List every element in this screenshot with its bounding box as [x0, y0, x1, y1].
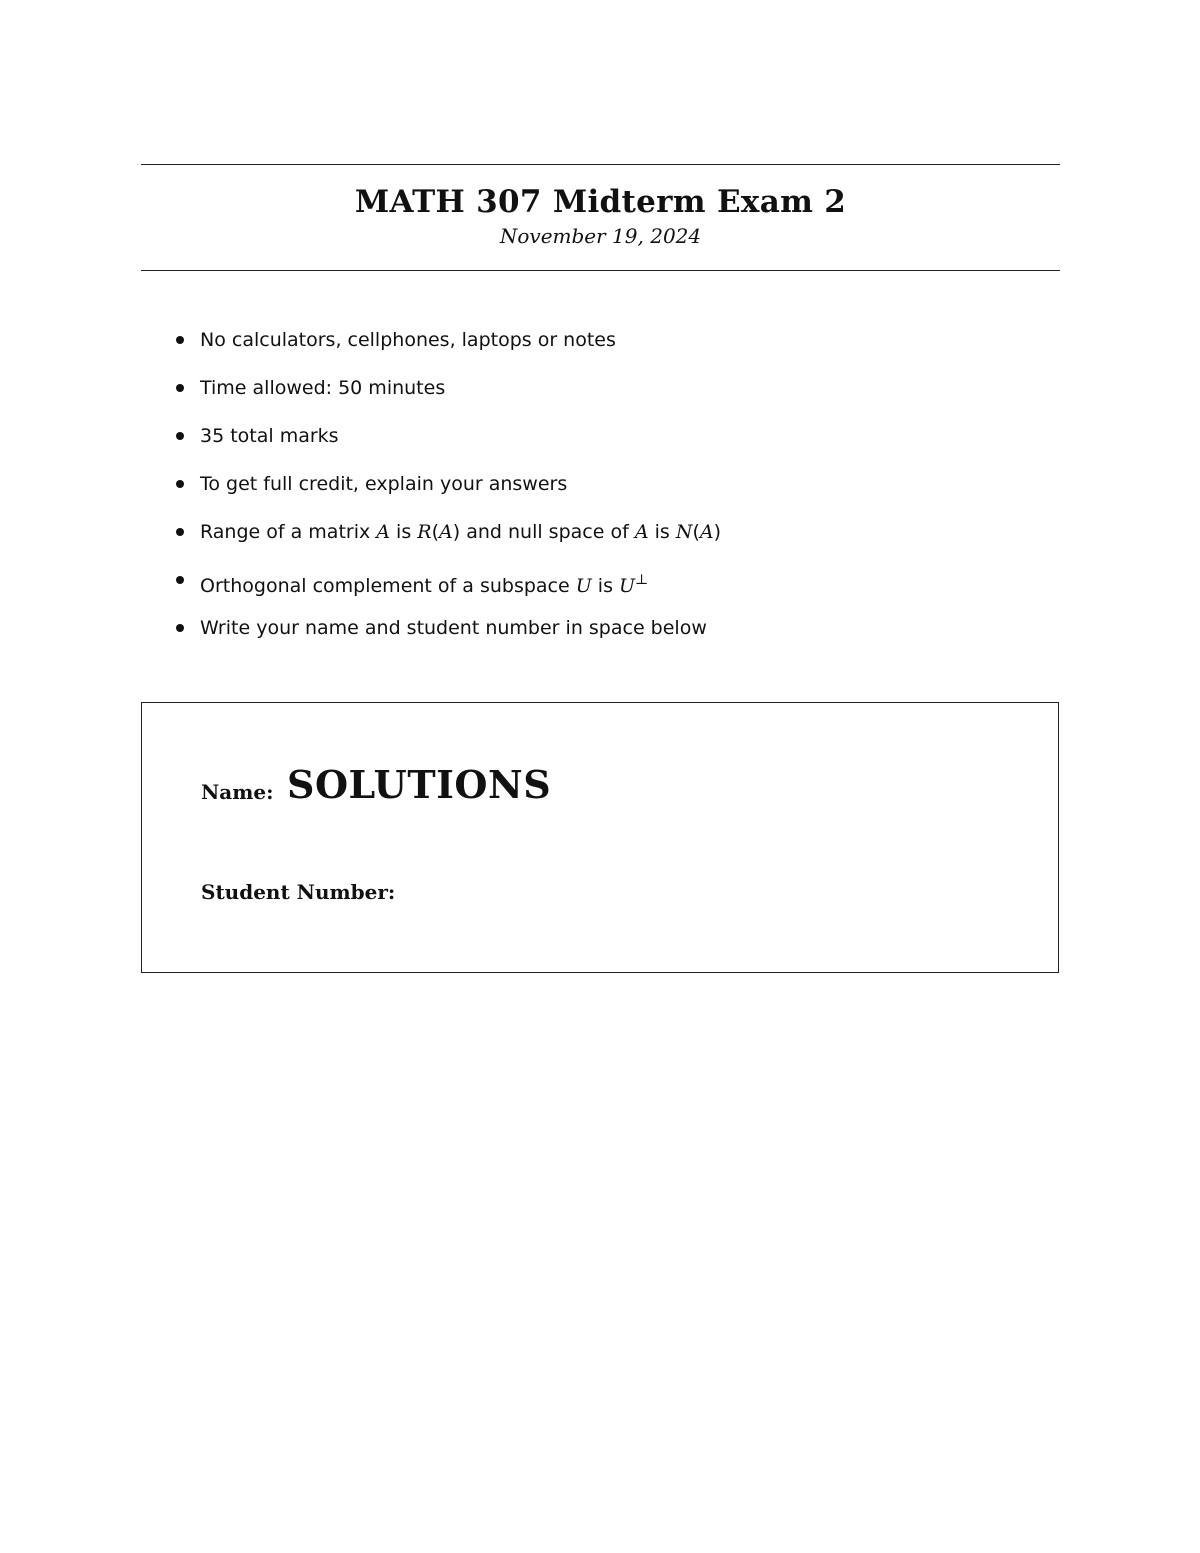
text-segment: ) and null space of [452, 521, 635, 543]
instructions-list [170, 326, 1030, 662]
student-info-box [141, 702, 1059, 973]
text-segment: is [591, 575, 620, 597]
list-item [170, 374, 1030, 422]
math-variable: U [575, 575, 592, 597]
instruction-text: Write your name and student number in space below [200, 617, 707, 639]
list-item [170, 614, 1030, 662]
math-paren: ) [713, 521, 722, 543]
list-item [170, 470, 1030, 518]
list-item [170, 518, 1030, 566]
text-segment: is [648, 521, 676, 543]
math-variable: R [417, 521, 432, 543]
text-segment: Range of a matrix [200, 521, 377, 543]
list-item [170, 326, 1030, 374]
math-variable: A [376, 521, 391, 543]
instruction-text [200, 572, 649, 597]
bullet-icon [176, 576, 184, 584]
top-rule [141, 164, 1060, 165]
math-paren: ( [692, 521, 700, 543]
perp-superscript: ⊥ [635, 572, 649, 588]
math-variable: A [439, 521, 453, 543]
bullet-icon [176, 336, 184, 344]
bullet-icon [176, 432, 184, 440]
math-paren: ( [431, 521, 440, 543]
bullet-icon [176, 528, 184, 536]
list-item [170, 566, 1030, 614]
instruction-text: To get full credit, explain your answers [200, 473, 568, 495]
bullet-icon [176, 624, 184, 632]
math-variable: U [619, 575, 636, 597]
instruction-text: Time allowed: 50 minutes [200, 377, 446, 399]
math-variable: A [634, 521, 649, 543]
instruction-text [200, 521, 721, 543]
exam-title: MATH 307 Midterm Exam 2 [354, 184, 847, 220]
student-number-label: Student Number: [201, 880, 396, 904]
instruction-text: 35 total marks [200, 425, 339, 447]
bottom-rule [141, 270, 1060, 271]
name-label: Name: [201, 780, 274, 804]
text-segment: Orthogonal complement of a subspace [200, 575, 576, 597]
math-variable: A [699, 521, 714, 543]
bullet-icon [176, 480, 184, 488]
bullet-icon [176, 384, 184, 392]
exam-date: November 19, 2024 [499, 224, 702, 248]
math-variable: N [675, 521, 693, 543]
name-field[interactable]: SOLUTIONS [287, 762, 552, 807]
list-item [170, 422, 1030, 470]
text-segment: is [390, 521, 418, 543]
instruction-text: No calculators, cellphones, laptops or notes [200, 329, 616, 351]
